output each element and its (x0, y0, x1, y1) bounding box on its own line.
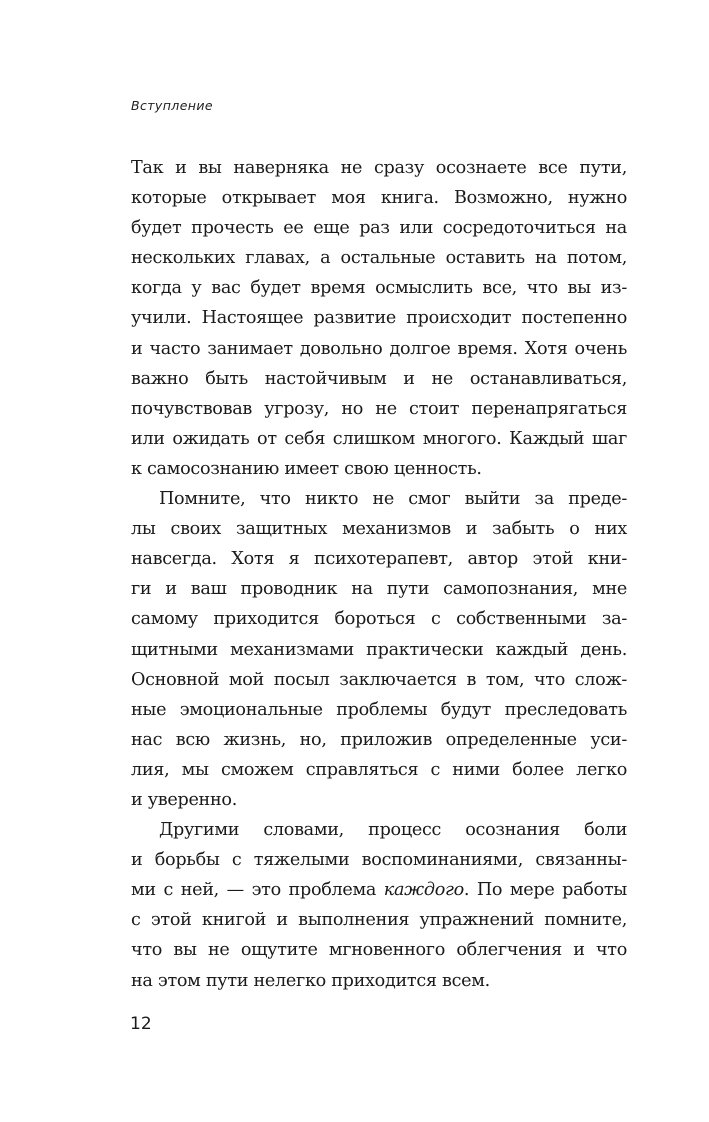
paragraph-1 (131, 153, 627, 484)
text-line: на этом пути нелегко приходится всем. (131, 970, 490, 991)
text-line-with-emphasis (131, 875, 627, 905)
text-line: учили. Настоящее развитие происходит постепенно (131, 308, 627, 329)
text-line: и часто занимает довольно долгое время. Хотя очень (131, 338, 627, 359)
text-line: с этой книгой и выполнения упражнений помните, (131, 910, 627, 931)
text-line: Помните, что никто не смог выйти за преде- (159, 489, 627, 510)
text-line: Так и вы наверняка не сразу осознаете все пути, (131, 158, 627, 178)
text-line: которые открывает моя книга. Возможно, нужно (131, 188, 627, 209)
text-line: нескольких главах, а остальные оставить на потом, (131, 248, 627, 269)
text-line: ги и ваш проводник на пути самопознания, мне (131, 579, 627, 600)
text-line: что вы не ощутите мгновенного облегчения и что (131, 940, 627, 961)
paragraph-2 (131, 484, 627, 815)
text-line: ные эмоциональные проблемы будут преследовать (131, 699, 627, 720)
text-line: к самосознанию имеет свою ценность. (131, 458, 482, 479)
running-header: Вступление (131, 98, 213, 113)
text-line: важно быть настойчивым и не останавливаться, (131, 368, 627, 389)
text-line: самому приходится бороться с собственными за- (131, 609, 627, 630)
text-line: навсегда. Хотя я психотерапевт, автор этой кни- (131, 549, 627, 570)
text-line: нас всю жизнь, но, приложив определенные уси- (131, 729, 627, 750)
text-line: и борьбы с тяжелыми воспоминаниями, связанны- (131, 850, 627, 871)
text-segment: ми с ней, — это проблема (131, 880, 384, 901)
text-line: будет прочесть ее еще раз или сосредоточиться на (131, 218, 627, 239)
text-line: лы своих защитных механизмов и забыть о них (131, 519, 627, 540)
text-line: и уверенно. (131, 789, 237, 810)
body-text (131, 153, 627, 996)
text-line: щитными механизмами практически каждый день. (131, 639, 627, 660)
text-line: лия, мы сможем справляться с ними более легко (131, 759, 627, 780)
text-line: или ожидать от себя слишком многого. Каждый шаг (131, 428, 627, 449)
emphasized-word: каждого (383, 880, 464, 901)
text-line: Основной мой посыл заключается в том, что слож- (131, 669, 627, 690)
page-number: 12 (130, 1014, 152, 1034)
paragraph-3 (131, 815, 627, 996)
text-line: почувствовав угрозу, но не стоит перенапрягаться (131, 398, 627, 419)
text-line: когда у вас будет время осмыслить все, что вы из- (131, 278, 627, 299)
text-line: Другими словами, процесс осознания боли (159, 820, 627, 841)
text-segment: . По мере работы (463, 880, 627, 901)
